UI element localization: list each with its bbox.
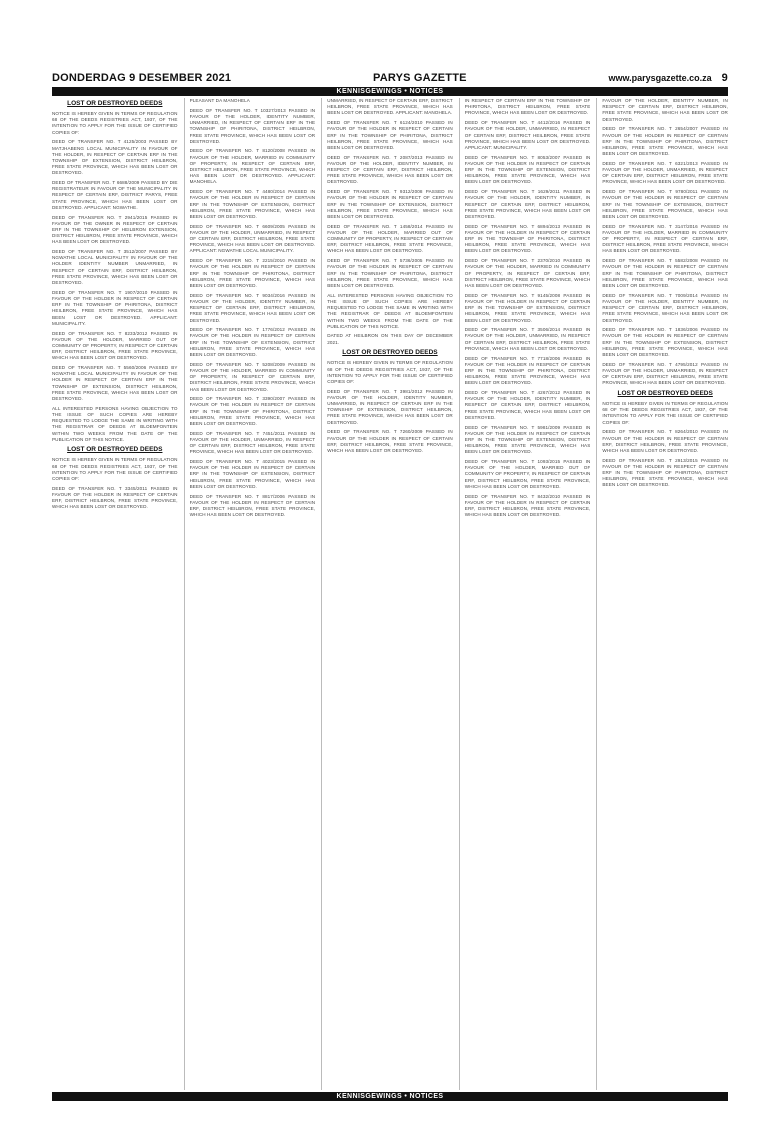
notice-paragraph: DEED OF TRANSFER NO. T 7260/2009 PASSED IN FAVOUR OF THE HOLDER IN RESPECT OF CERTAIN ERF, DISTRICT HEILBRON, FREE STATE PROVINCE, WHICH HAS BEEN LOST OR DESTROYED. xyxy=(327,429,453,453)
notice-paragraph: DEED OF TRANSFER NO. T 4125/2003 PASSED BY MATJHABENG LOCAL MUNICIPALITY IN FAVOUR OF THE HOLDER, IN RESPECT OF CERTAIN ERF IN THE TOWNSHIP OF EXTENSION, DISTRICT HEILBRON, FREE STATE PROVINCE, WHICH HAS BEEN LOST OR DESTROYED. xyxy=(52,139,178,176)
notice-paragraph: DEED OF TRANSFER NO. T 9034/2016 PASSED IN FAVOUR OF THE HOLDER, IDENTITY NUMBER, IN RESPECT OF CERTAIN ERF, DISTRICT HEILBRON, FREE STATE PROVINCE, WHICH HAS BEEN LOST OR DESTROYED. xyxy=(189,292,316,323)
publication-name: PARYS GAZETTE xyxy=(373,72,467,84)
notice-paragraph: DEED OF TRANSFER NO. T 3390/2007 PASSED IN FAVOUR OF THE HOLDER IN RESPECT OF CERTAIN ERF IN THE TOWNSHIP OF PHIRITONA, DISTRICT HEILBRON, FREE STATE PROVINCE, WHICH HAS BEEN LOST OR DESTROYED. xyxy=(189,396,316,427)
notice-paragraph: DEED OF TRANSFER NO. T 5736/2005 PASSED IN FAVOUR OF THE HOLDER IN RESPECT OF CERTAIN ERF IN THE TOWNSHIP OF PHIRITONA, DISTRICT HEILBRON, FREE STATE PROVINCE, WHICH HAS BEEN LOST OR DESTROYED. xyxy=(327,258,453,288)
notice-paragraph: DEED OF TRANSFER NO. T 10327/2013 PASSED IN FAVOUR OF THE HOLDER, IDENTITY NUMBER, UNMARRIED, IN RESPECT OF CERTAIN ERF IN THE TOWNSHIP OF PHIRITONA, DISTRICT HEILBRON, FREE STATE PROVINCE, WHICH HAS BEEN LOST OR DESTROYED. xyxy=(189,107,316,144)
notice-paragraph: DEED OF TRANSFER NO. T 4267/2012 PASSED IN FAVOUR OF THE HOLDER, IDENTITY NUMBER, IN RESPECT OF CERTAIN ERF, DISTRICT HEILBRON, FREE STATE PROVINCE, WHICH HAS BEEN LOST OR DESTROYED. xyxy=(464,390,591,420)
notice-column-1 xyxy=(52,98,178,1090)
notice-paragraph: DEED OF TRANSFER NO. T 2941/2015 PASSED IN FAVOUR OF THE OWNER IN RESPECT OF CERTAIN ERF IN THE TOWNSHIP OF HEILBRON EXTENSION, DISTRICT HEILBRON, FREE STATE PROVINCE, WHICH HAS BEEN LOST OR DESTROYED. xyxy=(52,214,178,245)
notice-paragraph: DEED OF TRANSFER NO. T 2370/2010 PASSED IN FAVOUR OF THE HOLDER, MARRIED IN COMMUNITY OF PROPERTY, IN RESPECT OF CERTAIN ERF, DISTRICT HEILBRON, FREE STATE PROVINCE, WHICH HAS BEEN LOST OR DESTROYED. xyxy=(464,258,591,288)
notice-paragraph: DEED OF TRANSFER NO. T 8432/2010 PASSED IN FAVOUR OF THE HOLDER IN RESPECT OF CERTAIN ERF, DISTRICT HEILBRON, FREE STATE PROVINCE, WHICH HAS BEEN LOST OR DESTROYED. xyxy=(464,493,591,518)
notice-paragraph: DEED OF TRANSFER NO. T 6894/2013 PASSED IN FAVOUR OF THE HOLDER IN RESPECT OF CERTAIN ERF IN THE TOWNSHIP OF PHIRITONA, DISTRICT HEILBRON, FREE STATE PROVINCE, WHICH HAS BEEN LOST OR DESTROYED. xyxy=(464,223,591,254)
notice-paragraph: DEED OF TRANSFER NO. T 2087/2013 PASSED IN FAVOUR OF THE HOLDER, IDENTITY NUMBER, IN RESPECT OF CERTAIN ERF, DISTRICT HEILBRON, FREE STATE PROVINCE, WHICH HAS BEEN LOST OR DESTROYED. xyxy=(327,154,453,185)
notice-paragraph: DEED OF TRANSFER NO. T 9780/2011 PASSED IN FAVOUR OF THE HOLDER IN RESPECT OF CERTAIN ERF IN THE TOWNSHIP OF EXTENSION, DISTRICT HEILBRON, FREE STATE PROVINCE, WHICH HAS BEEN LOST OR DESTROYED. xyxy=(602,189,728,219)
notice-paragraph: DEED OF TRANSFER NO. T 3506/2014 PASSED IN FAVOUR OF THE HOLDER, UNMARRIED, IN RESPECT OF CERTAIN ERF, DISTRICT HEILBRON, FREE STATE PROVINCE, WHICH HAS BEEN LOST OR DESTROYED. xyxy=(464,327,591,351)
notice-paragraph: DEED OF TRANSFER NO. T 4412/2016 PASSED IN FAVOUR OF THE HOLDER, UNMARRIED, IN RESPECT OF CERTAIN ERF, DISTRICT HEILBRON, FREE STATE PROVINCE, WHICH HAS BEEN LOST OR DESTROYED. APPLICANT: MUNICIPALITY. xyxy=(464,120,591,150)
notice-paragraph: DEED OF TRANSFER NO. T 4480/2014 PASSED IN FAVOUR OF THE HOLDER IN RESPECT OF CERTAIN ERF IN THE TOWNSHIP OF EXTENSION, DISTRICT HEILBRON, FREE STATE PROVINCE, WHICH HAS BEEN LOST OR DESTROYED. xyxy=(189,189,316,219)
notice-paragraph: DEED OF TRANSFER NO. T 1836/2006 PASSED IN FAVOUR OF THE HOLDER IN RESPECT OF CERTAIN ERF IN THE TOWNSHIP OF EXTENSION, DISTRICT HEILBRON, FREE STATE PROVINCE, WHICH HAS BEEN LOST OR DESTROYED. xyxy=(602,327,728,358)
notice-paragraph: IN RESPECT OF CERTAIN ERF IN THE TOWNSHIP OF PHIRITONA, DISTRICT HEILBRON, FREE STATE PROVINCE, WHICH HAS BEEN LOST OR DESTROYED. xyxy=(464,98,591,116)
section-header-bar: KENNISGEWINGS • NOTICES xyxy=(52,87,728,96)
website-link[interactable]: www.parysgazette.co.za xyxy=(608,73,712,83)
notice-paragraph: DEED OF TRANSFER NO. T 5208/2009 PASSED IN FAVOUR OF THE HOLDER, MARRIED IN COMMUNITY OF PROPERTY, IN RESPECT OF CERTAIN ERF, DISTRICT HEILBRON, FREE STATE PROVINCE, WHICH HAS BEEN LOST OR DESTROYED. xyxy=(189,361,316,392)
notice-paragraph: DEED OF TRANSFER NO. T 8233/2012 PASSED IN FAVOUR OF THE HOLDER, MARRIED OUT OF COMMUNITY OF PROPERTY, IN RESPECT OF CERTAIN ERF, DISTRICT HEILBRON, FREE STATE PROVINCE, WHICH HAS BEEN LOST OR DESTROYED. xyxy=(52,330,178,361)
notice-paragraph: NOTICE IS HEREBY GIVEN IN TERMS OF REGULATION 68 OF THE DEEDS REGISTRIES ACT, 1937, OF THE INTENTION TO APPLY FOR THE ISSUE OF CERTIFIED COPIES OF: xyxy=(327,360,453,384)
notice-paragraph: DEED OF TRANSFER NO. T 5560/2006 PASSED BY NGWATHE LOCAL MUNICIPALITY IN FAVOUR OF THE HOLDER IN RESPECT OF CERTAIN ERF IN THE TOWNSHIP OF EXTENSION, DISTRICT HEILBRON, FREE STATE PROVINCE, WHICH HAS BEEN LOST OR DESTROYED. xyxy=(52,365,178,402)
notice-heading: LOST OR DESTROYED DEEDS xyxy=(67,446,163,454)
masthead xyxy=(52,70,728,86)
notice-heading: LOST OR DESTROYED DEEDS xyxy=(617,390,713,398)
notice-paragraph: DEED OF TRANSFER NO. T 4795/2012 PASSED IN FAVOUR OF THE HOLDER, UNMARRIED, IN RESPECT OF CERTAIN ERF, DISTRICT HEILBRON, FREE STATE PROVINCE, WHICH HAS BEEN LOST OR DESTROYED. xyxy=(602,361,728,386)
notice-paragraph: DEED OF TRANSFER NO. T 3345/2011 PASSED IN FAVOUR OF THE HOLDER IN RESPECT OF CERTAIN ERF, DISTRICT HEILBRON, FREE STATE PROVINCE, WHICH HAS BEEN LOST OR DESTROYED. xyxy=(52,485,178,510)
notice-heading: LOST OR DESTROYED DEEDS xyxy=(67,100,163,107)
notice-paragraph: DEED OF TRANSFER NO. T 9312/2008 PASSED IN FAVOUR OF THE HOLDER IN RESPECT OF CERTAIN ERF IN THE TOWNSHIP OF EXTENSION, DISTRICT HEILBRON, FREE STATE PROVINCE, WHICH HAS BEEN LOST OR DESTROYED. xyxy=(327,189,453,219)
issue-date: DONDERDAG 9 DESEMBER 2021 xyxy=(52,72,232,84)
notice-paragraph: FAVOUR OF THE HOLDER, IDENTITY NUMBER, IN RESPECT OF CERTAIN ERF, DISTRICT HEILBRON, FREE STATE PROVINCE, WHICH HAS BEEN LOST OR DESTROYED. xyxy=(602,98,728,122)
notice-paragraph: NOTICE IS HEREBY GIVEN IN TERMS OF REGULATION 68 OF THE DEEDS REGISTRIES ACT, 1937, OF THE INTENTION TO APPLY FOR THE ISSUE OF CERTIFIED COPIES OF: xyxy=(52,111,178,135)
notice-paragraph: NOTICE IS HEREBY GIVEN IN TERMS OF REGULATION 68 OF THE DEEDS REGISTRIES ACT, 1937, OF THE INTENTION TO APPLY FOR THE ISSUE OF CERTIFIED COPIES OF: xyxy=(602,401,728,425)
notice-paragraph: DEED OF TRANSFER NO. T 6321/2013 PASSED IN FAVOUR OF THE HOLDER, UNMARRIED, IN RESPECT OF CERTAIN ERF, DISTRICT HEILBRON, FREE STATE PROVINCE, WHICH HAS BEEN LOST OR DESTROYED. xyxy=(602,160,728,185)
notice-column-3 xyxy=(321,98,453,1090)
notice-paragraph: DEED OF TRANSFER NO. T 8817/2006 PASSED IN FAVOUR OF THE HOLDER IN RESPECT OF CERTAIN ERF, DISTRICT HEILBRON, FREE STATE PROVINCE, WHICH HAS BEEN LOST OR DESTROYED. xyxy=(189,493,316,518)
notice-paragraph: DEED OF TRANSFER NO. T 8264/2010 PASSED IN FAVOUR OF THE HOLDER IN RESPECT OF CERTAIN ERF, DISTRICT HEILBRON, FREE STATE PROVINCE, WHICH HAS BEEN LOST OR DESTROYED. xyxy=(602,429,728,453)
notice-paragraph: DEED OF TRANSFER NO. T 1776/2012 PASSED IN FAVOUR OF THE HOLDER IN RESPECT OF CERTAIN ERF IN THE TOWNSHIP OF EXTENSION, DISTRICT HEILBRON, FREE STATE PROVINCE, WHICH HAS BEEN LOST OR DESTROYED. xyxy=(189,327,316,358)
notice-paragraph: DEED OF TRANSFER NO. T 8053/2007 PASSED IN FAVOUR OF THE HOLDER IN RESPECT OF CERTAIN ERF IN THE TOWNSHIP OF EXTENSION, DISTRICT HEILBRON, FREE STATE PROVINCE, WHICH HAS BEEN LOST OR DESTROYED. xyxy=(464,154,591,185)
notice-paragraph: DEED OF TRANSFER NO. T 1093/2015 PASSED IN FAVOUR OF THE HOLDER, MARRIED OUT OF COMMUNITY OF PROPERTY, IN RESPECT OF CERTAIN ERF, DISTRICT HEILBRON, FREE STATE PROVINCE, WHICH HAS BEEN LOST OR DESTROYED. xyxy=(464,459,591,489)
notice-paragraph: DEED OF TRANSFER NO. T 3981/2012 PASSED IN FAVOUR OF THE HOLDER, IDENTITY NUMBER, UNMARRIED, IN RESPECT OF CERTAIN ERF IN THE TOWNSHIP OF EXTENSION, DISTRICT HEILBRON, FREE STATE PROVINCE, WHICH HAS BEEN LOST OR DESTROYED. xyxy=(327,388,453,425)
notice-paragraph: DEED OF TRANSFER NO. T 2913/2015 PASSED IN FAVOUR OF THE HOLDER IN RESPECT OF CERTAIN ERF IN THE TOWNSHIP OF PHIRITONA, DISTRICT HEILBRON, FREE STATE PROVINCE, WHICH HAS BEEN LOST OR DESTROYED. xyxy=(602,457,728,488)
notice-paragraph: ALL INTERESTED PERSONS HAVING OBJECTION TO THE ISSUE OF SUCH COPIES ARE HEREBY REQUESTED TO LODGE THE SAME IN WRITING WITH THE REGISTRAR OF DEEDS AT BLOEMFONTEIN WITHIN TWO WEEKS FROM THE DATE OF THE PUBLICATION OF THIS NOTICE. xyxy=(52,405,178,442)
notice-paragraph: DEED OF TRANSFER NO. T 1458/2014 PASSED IN FAVOUR OF THE HOLDER, MARRIED OUT OF COMMUNITY OF PROPERTY, IN RESPECT OF CERTAIN ERF, DISTRICT HEILBRON, FREE STATE PROVINCE, WHICH HAS BEEN LOST OR DESTROYED. xyxy=(327,223,453,254)
notice-paragraph: ALL INTERESTED PERSONS HAVING OBJECTION TO THE ISSUE OF SUCH COPIES ARE HEREBY REQUESTED TO LODGE THE SAME IN WRITING WITH THE REGISTRAR OF DEEDS AT BLOEMFONTEIN WITHIN TWO WEEKS FROM THE DATE OF THE PUBLICATION OF THIS NOTICE. xyxy=(327,292,453,329)
notice-paragraph: DATED AT HEILBRON ON THIS DAY OF DECEMBER 2021. xyxy=(327,333,453,345)
notice-paragraph: DEED OF TRANSFER NO. T 6609/2005 PASSED IN FAVOUR OF THE HOLDER, UNMARRIED, IN RESPECT OF CERTAIN ERF, DISTRICT HEILBRON, FREE STATE PROVINCE, WHICH HAS BEEN LOST OR DESTROYED. APPLICANT: NGWATHE LOCAL MUNICIPALITY. xyxy=(189,223,316,254)
page-number: 9 xyxy=(721,72,728,84)
masthead-right xyxy=(608,72,728,84)
notice-paragraph: DEED OF TRANSFER NO. T 9145/2008 PASSED IN FAVOUR OF THE HOLDER IN RESPECT OF CERTAIN ERF IN THE TOWNSHIP OF EXTENSION, DISTRICT HEILBRON, FREE STATE PROVINCE, WHICH HAS BEEN LOST OR DESTROYED. xyxy=(464,292,591,323)
notice-paragraph: DEED OF TRANSFER NO. T 5582/2008 PASSED IN FAVOUR OF THE HOLDER IN RESPECT OF CERTAIN ERF IN THE TOWNSHIP OF PHIRITONA, DISTRICT HEILBRON, FREE STATE PROVINCE, WHICH HAS BEEN LOST OR DESTROYED. xyxy=(602,258,728,288)
notice-paragraph: DEED OF TRANSFER NO. T 6688/2009 PASSED BY DIE REGISTRATEUR IN FAVOUR OF THE MUNICIPALITY IN RESPECT OF CERTAIN ERF, DISTRICT PARYS, FREE STATE PROVINCE, WHICH HAS BEEN LOST OR DESTROYED. APPLICANT: NGWATHE. xyxy=(52,180,178,210)
notice-paragraph: DEED OF TRANSFER NO. T 1629/2011 PASSED IN FAVOUR OF THE HOLDER, IDENTITY NUMBER, IN RESPECT OF CERTAIN ERF, DISTRICT HEILBRON, FREE STATE PROVINCE, WHICH HAS BEEN LOST OR DESTROYED. xyxy=(464,189,591,219)
notice-paragraph: DEED OF TRANSFER NO. T 2215/2010 PASSED IN FAVOUR OF THE HOLDER IN RESPECT OF CERTAIN ERF IN THE TOWNSHIP OF PHIRITONA, DISTRICT HEILBRON, FREE STATE PROVINCE, WHICH HAS BEEN LOST OR DESTROYED. xyxy=(189,258,316,288)
notice-paragraph: DEED OF TRANSFER NO. T 7718/2006 PASSED IN FAVOUR OF THE HOLDER IN RESPECT OF CERTAIN ERF IN THE TOWNSHIP OF PHIRITONA, DISTRICT HEILBRON, FREE STATE PROVINCE, WHICH HAS BEEN LOST OR DESTROYED. xyxy=(464,355,591,386)
notice-paragraph: PLEASANT DA MANOHELA xyxy=(189,98,250,103)
notice-paragraph: DEED OF TRANSFER NO. T 3147/2016 PASSED IN FAVOUR OF THE HOLDER, MARRIED IN COMMUNITY OF PROPERTY, IN RESPECT OF CERTAIN ERF, DISTRICT HEILBRON, FREE STATE PROVINCE, WHICH HAS BEEN LOST OR DESTROYED. xyxy=(602,223,728,254)
notice-paragraph: UNMARRIED, IN RESPECT OF CERTAIN ERF, DISTRICT HEILBRON, FREE STATE PROVINCE, WHICH HAS BEEN LOST OR DESTROYED. APPLICANT: MANOHELA. xyxy=(327,98,453,116)
notice-paragraph: DEED OF TRANSFER NO. T 2654/2007 PASSED IN FAVOUR OF THE HOLDER IN RESPECT OF CERTAIN ERF IN THE TOWNSHIP OF PHIRITONA, DISTRICT HEILBRON, FREE STATE PROVINCE, WHICH HAS BEEN LOST OR DESTROYED. xyxy=(602,126,728,157)
notice-paragraph: DEED OF TRANSFER NO. T 4023/2015 PASSED IN FAVOUR OF THE HOLDER IN RESPECT OF CERTAIN ERF IN THE TOWNSHIP OF EXTENSION, DISTRICT HEILBRON, FREE STATE PROVINCE, WHICH HAS BEEN LOST OR DESTROYED. xyxy=(189,459,316,489)
notice-paragraph: NOTICE IS HEREBY GIVEN IN TERMS OF REGULATION 68 OF THE DEEDS REGISTRIES ACT, 1937, OF THE INTENTION TO APPLY FOR THE ISSUE OF CERTIFIED COPIES OF: xyxy=(52,457,178,482)
notice-column-4 xyxy=(459,98,591,1090)
notice-paragraph: DEED OF TRANSFER NO. T 3512/2007 PASSED BY NGWATHE LOCAL MUNICIPALITY IN FAVOUR OF THE HOLDER IDENTITY NUMBER UNMARRIED, IN RESPECT OF CERTAIN ERF, DISTRICT HEILBRON, FREE STATE PROVINCE, WHICH HAS BEEN LOST OR DESTROYED. xyxy=(52,249,178,286)
notice-heading: LOST OR DESTROYED DEEDS xyxy=(342,349,438,357)
notice-paragraph: DEED OF TRANSFER NO. T 6124/2010 PASSED IN FAVOUR OF THE HOLDER IN RESPECT OF CERTAIN ERF IN THE TOWNSHIP OF PHIRITONA, DISTRICT HEILBRON, FREE STATE PROVINCE, WHICH HAS BEEN LOST OR DESTROYED. xyxy=(327,120,453,150)
notice-paragraph: DEED OF TRANSFER NO. T 7009/2014 PASSED IN FAVOUR OF THE HOLDER, IDENTITY NUMBER, IN RESPECT OF CERTAIN ERF, DISTRICT HEILBRON, FREE STATE PROVINCE, WHICH HAS BEEN LOST OR DESTROYED. xyxy=(602,292,728,323)
notice-paragraph: DEED OF TRANSFER NO. T 8120/2008 PASSED IN FAVOUR OF THE HOLDER, MARRIED IN COMMUNITY OF PROPERTY, IN RESPECT OF CERTAIN ERF, DISTRICT HEILBRON, FREE STATE PROVINCE, WHICH HAS BEEN LOST OR DESTROYED. APPLICANT: MANOHELA. xyxy=(189,148,316,185)
notice-paragraph: DEED OF TRANSFER NO. T 7451/2011 PASSED IN FAVOUR OF THE HOLDER, UNMARRIED, IN RESPECT OF CERTAIN ERF, DISTRICT HEILBRON, FREE STATE PROVINCE, WHICH HAS BEEN LOST OR DESTROYED. xyxy=(189,430,316,455)
notice-columns xyxy=(52,98,728,1090)
newspaper-page xyxy=(52,60,728,1100)
notice-column-5 xyxy=(596,98,728,1090)
notice-paragraph: DEED OF TRANSFER NO. T 5981/2009 PASSED IN FAVOUR OF THE HOLDER IN RESPECT OF CERTAIN ERF IN THE TOWNSHIP OF EXTENSION, DISTRICT HEILBRON, FREE STATE PROVINCE, WHICH HAS BEEN LOST OR DESTROYED. xyxy=(464,424,591,455)
section-footer-bar: KENNISGEWINGS • NOTICES xyxy=(52,1092,728,1101)
notice-paragraph: DEED OF TRANSFER NO. T 1907/2010 PASSED IN FAVOUR OF THE HOLDER IN RESPECT OF CERTAIN ERF IN THE TOWNSHIP OF PHIRITONA, DISTRICT HEILBRON, FREE STATE PROVINCE, WHICH HAS BEEN LOST OR DESTROYED. APPLICANT: MUNICIPALITY. xyxy=(52,289,178,326)
notice-column-2 xyxy=(184,98,316,1090)
